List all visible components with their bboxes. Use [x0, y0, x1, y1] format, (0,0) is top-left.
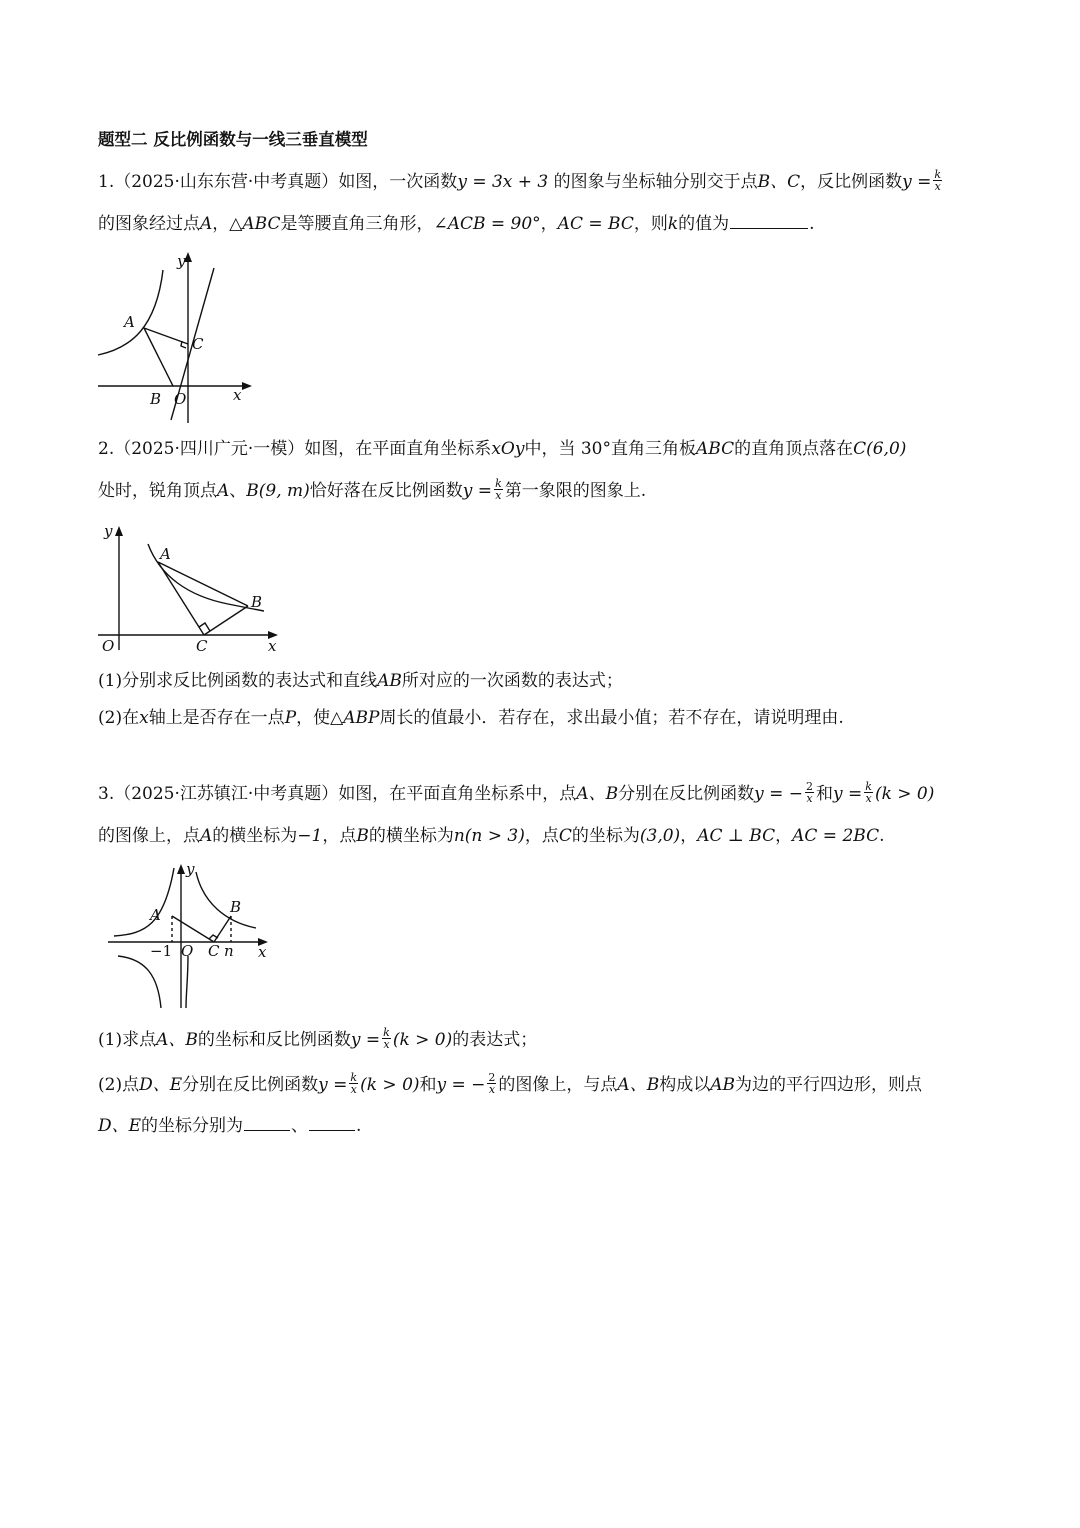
q3-text: (1)求点: [98, 1030, 157, 1050]
y-axis-arrow: [177, 864, 185, 874]
q3-neg-eq: y = −: [436, 1075, 486, 1095]
frac-denominator: x: [488, 1083, 496, 1096]
q3-text: ，点: [322, 826, 357, 846]
q3-text: ，: [680, 826, 698, 846]
q3-side-ab: AB: [710, 1075, 735, 1095]
q1-text: ，: [540, 214, 558, 234]
q1-line1: 1.（2025·山东东营·中考真题）如图，一次函数y = 3x + 3 的图象与坐标轴分别交于点B、C，反比例函数y = $\frac{k}{x}$: [98, 168, 942, 193]
q2-text: (1)分别求反比例函数的表达式和直线: [98, 671, 378, 691]
label-a: A: [160, 545, 171, 563]
q1-point-a: A: [200, 214, 213, 234]
label-c: C: [196, 637, 208, 655]
frac-denominator: x: [383, 1038, 390, 1051]
q3-point-c: C: [558, 826, 572, 846]
q3-fraction-pos: [382, 1027, 391, 1050]
q2-text: 如图，在平面直角坐标系: [304, 439, 492, 459]
frac-denominator: x: [865, 792, 872, 805]
q3-text: 、: [291, 1116, 309, 1136]
q3-text: 的坐标为: [571, 826, 640, 846]
q3-text: .: [356, 1116, 362, 1136]
q3-text: 的坐标和反比例函数: [197, 1030, 351, 1050]
label-x: x: [233, 386, 242, 404]
q1-equal-sides: AC = BC: [557, 214, 634, 234]
q1-linear-eq: y = 3x + 3: [457, 172, 549, 192]
q3-ratio: AC = 2BC: [792, 826, 880, 846]
q2-text: ，使△: [296, 708, 344, 728]
q2-point-p: P: [284, 708, 297, 728]
q2-text: 周长的值最小．若存在，求出最小值；若不存在，请说明理由.: [379, 708, 844, 728]
q1-k: k: [667, 214, 679, 234]
label-x: x: [258, 943, 267, 961]
q3-text: 的图像上，点: [98, 826, 200, 846]
section-title: 题型二 反比例函数与一线三垂直模型: [98, 130, 368, 149]
q2-text: (2)在: [98, 708, 140, 728]
frac-numerator: k: [495, 477, 502, 490]
q3-text: ，点: [524, 826, 559, 846]
q3-pos-eq: y =: [833, 784, 863, 804]
q3-line2: [98, 824, 984, 848]
q3-text: (2)点: [98, 1075, 140, 1095]
q1-angle: ∠ACB = 90°: [433, 214, 541, 234]
q1-source: （2025·山东东营·中考真题）: [114, 172, 339, 192]
frac-numerator: k: [350, 1071, 358, 1084]
q1-triangle: ABC: [242, 214, 281, 234]
q3-points-de: D、E: [139, 1075, 183, 1095]
q3-text: 的坐标分别为: [141, 1116, 244, 1136]
q2-number: 2: [98, 439, 109, 459]
q2-line2: [98, 479, 984, 503]
label-b: B: [150, 390, 162, 408]
q3-text: 的横坐标为: [212, 826, 298, 846]
q3-k-condition: (k > 0): [392, 1030, 453, 1050]
q2-figure: [98, 518, 283, 656]
pos-hyperbola-q1: [196, 872, 256, 928]
q3-pos-eq: y =: [318, 1075, 348, 1095]
q3-minus-one: −1: [297, 826, 323, 846]
q3-text: 如图，在平面直角坐标系中，点: [338, 784, 577, 804]
q3-neg-eq: y = −: [754, 784, 803, 804]
q1-text: 是等腰直角三角形，: [280, 214, 434, 234]
label-o: O: [174, 390, 187, 408]
q3-answer-blank-e[interactable]: [309, 1114, 355, 1131]
segment-bc: [204, 606, 248, 635]
q2-inverse-eq: y =: [462, 481, 493, 501]
q3-fraction-pos: [349, 1072, 358, 1095]
q2-triangle-abp: ABP: [343, 708, 380, 728]
neg-hyperbola-q2: [114, 868, 174, 936]
label-b: B: [251, 593, 263, 611]
q1-text: 的图象经过点: [98, 214, 200, 234]
label-n: n: [224, 942, 234, 960]
q3-text: 和: [419, 1075, 437, 1095]
q2-text: 轴上是否存在一点: [148, 708, 285, 728]
frac-denominator: x: [495, 489, 502, 502]
q3-text: 分别在反比例函数: [618, 784, 755, 804]
q3-fraction-neg: [487, 1072, 496, 1095]
frac-numerator: k: [934, 168, 942, 181]
frac-denominator: x: [806, 792, 813, 805]
q1-line2: [98, 212, 984, 236]
label-minus-one: −1: [150, 942, 173, 960]
q3-fraction-neg: [805, 781, 814, 804]
q3-points-ab: A、B: [617, 1075, 660, 1095]
q2-text: 、: [229, 481, 247, 501]
label-a: A: [150, 906, 161, 924]
q2-line-ab: AB: [377, 671, 402, 691]
q3-k-condition: (k > 0): [360, 1075, 420, 1095]
frac-numerator: k: [383, 1026, 390, 1039]
q1-text: ，反比例函数: [800, 172, 903, 192]
q3-c-coord: (3,0): [639, 826, 681, 846]
q2-fraction: [494, 478, 503, 501]
q3-text: ，: [775, 826, 793, 846]
q2-point-a: A: [217, 481, 230, 501]
q1-fraction: [933, 169, 942, 192]
q1-text: .: [809, 214, 815, 234]
q1-text: ，△: [212, 214, 243, 234]
q3-text: 的横坐标为: [368, 826, 454, 846]
q2-x: x: [139, 708, 149, 728]
neg-hyperbola-q4: [118, 956, 161, 1008]
q2-sub2: [98, 706, 984, 730]
q3-text: 为边的平行四边形，则点: [734, 1075, 922, 1095]
q1-text: 如图，一次函数: [338, 172, 458, 192]
q3-line1: 3.（2025·江苏镇江·中考真题）如图，在平面直角坐标系中，点A、B分别在反比例函数y = − $\frac{2}{x}$ 和y = $\frac{k}{x}$ (k > 0): [98, 780, 935, 805]
q1-figure: [96, 248, 256, 428]
label-b: B: [230, 898, 242, 916]
q2-sub1: [98, 669, 984, 693]
q2-source: （2025·四川广元·一模）: [114, 439, 305, 459]
q3-text: 构成以: [659, 1075, 711, 1095]
label-c: C: [192, 335, 204, 353]
q3-perpendicular: AC ⊥ BC: [697, 826, 776, 846]
segment-ac: [172, 916, 214, 942]
q1-inverse-eq: y =: [902, 172, 932, 192]
q3-points-ab: A、B: [576, 784, 619, 804]
q3-points-de: D、E: [98, 1116, 142, 1136]
q3-text: .: [879, 826, 885, 846]
q3-figure: [106, 858, 276, 1013]
q3-sub2-line1: [98, 1073, 984, 1097]
q3-fraction-pos: [864, 781, 873, 804]
q3-answer-blank-d[interactable]: [244, 1114, 290, 1131]
q1-answer-blank[interactable]: [730, 212, 808, 229]
q3-k-condition: (k > 0): [874, 784, 935, 804]
frac-denominator: x: [350, 1083, 357, 1096]
label-c: C: [208, 942, 220, 960]
q3-pos-eq: y =: [350, 1030, 381, 1050]
q2-point-c: C(6,0): [853, 439, 907, 459]
label-y: y: [186, 860, 195, 878]
q3-sub1: [98, 1028, 984, 1052]
pos-hyperbola-q3: [186, 956, 188, 1008]
q2-text: 第一象限的图象上.: [504, 481, 647, 501]
q3-text: 的表达式；: [452, 1030, 538, 1050]
frac-numerator: k: [865, 780, 872, 793]
q3-sub2-line2: [98, 1114, 984, 1138]
q3-text: 和: [816, 784, 833, 804]
frac-numerator: 2: [488, 1071, 496, 1084]
q3-text: 分别在反比例函数: [182, 1075, 319, 1095]
q3-number: 3: [98, 784, 109, 804]
q2-text: 恰好落在反比例函数: [309, 481, 463, 501]
q1-number: 1: [98, 172, 109, 192]
label-y: y: [104, 522, 113, 540]
q2-text: 处时，锐角顶点: [98, 481, 217, 501]
label-a: A: [124, 313, 135, 331]
q3-point-b: B: [356, 826, 369, 846]
segment-bc: [214, 916, 231, 942]
label-o: O: [102, 637, 115, 655]
q2-text: 中，当 30°直角三角板: [524, 439, 696, 459]
q1-text: 的值为: [678, 214, 730, 234]
q3-source: （2025·江苏镇江·中考真题）: [114, 784, 339, 804]
q1-text: ，则: [633, 214, 668, 234]
y-axis-arrow: [115, 526, 123, 536]
label-y: y: [177, 252, 186, 270]
q3-points-ab: A、B: [156, 1030, 198, 1050]
frac-denominator: x: [934, 180, 941, 193]
q1-points-bc: B、C: [757, 172, 801, 192]
frac-numerator: 2: [806, 780, 813, 793]
q2-text: 的直角顶点落在: [734, 439, 854, 459]
q1-text: 的图象与坐标轴分别交于点: [553, 172, 758, 192]
q3-point-a: A: [200, 826, 213, 846]
q2-triangle: ABC: [696, 439, 735, 459]
x-axis-arrow: [242, 382, 252, 390]
q3-text: 的图像上，与点: [498, 1075, 618, 1095]
label-o: O: [181, 942, 194, 960]
q2-line1: 2.（2025·四川广元·一模）如图，在平面直角坐标系xOy中，当 30°直角三角板ABC的直角顶点落在C(6,0): [98, 439, 907, 459]
q2-point-b: B(9, m): [246, 481, 310, 501]
q2-xoy: xOy: [491, 439, 525, 459]
q3-n: n(n > 3): [453, 826, 525, 846]
label-x: x: [268, 637, 277, 655]
q2-text: 所对应的一次函数的表达式；: [401, 671, 623, 691]
